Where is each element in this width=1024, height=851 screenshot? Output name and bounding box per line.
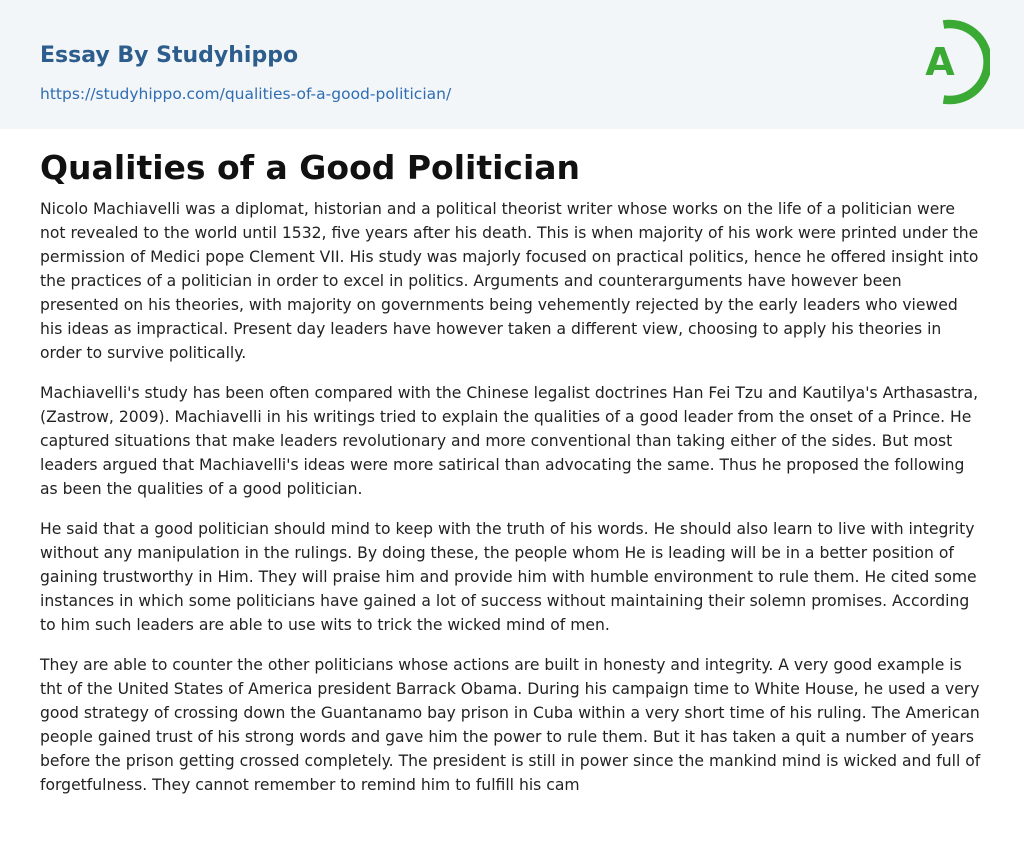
article-paragraph: Machiavelli's study has been often compared with the Chinese legalist doctrines Han Fei Tzu and Kautilya's Arthasastra, (Zastrow, 2009). Machiavelli in his writings tried to explain the qualities of a good leader from the onset of a Prince. He captured situations that make leaders revolutionary and more conventional than taking either of the sides. But most leaders argued that Machiavelli's ideas were more satirical than advocating the same. Thus he proposed the following as been the qualities of a good politician.: [40, 384, 979, 498]
article-paragraph: They are able to counter the other politicians whose actions are built in honesty and integrity. A very good example is tht of the United States of America president Barrack Obama. During his campaign time to White House, he used a very good strategy of crossing down the Guantanamo bay prison in Cuba within a very short time of his ruling. The American people gained trust of his strong words and gave him the power to rule them. But it has taken a quit a number of years before the prison getting crossed completely. The president is still in power since the mankind mind is wicked and full of forgetfulness. They cannot remember to remind him to fulfill his cam: [40, 656, 981, 794]
site-header: [0, 0, 1024, 129]
logo-letter: A: [925, 40, 955, 84]
studyhippo-logo[interactable]: [906, 14, 990, 110]
page-url-link[interactable]: https://studyhippo.com/qualities-of-a-good-politician/: [40, 85, 452, 103]
article: [0, 129, 1024, 797]
site-title: Essay By Studyhippo: [40, 43, 299, 68]
page-title: Qualities of a Good Politician: [40, 148, 581, 187]
article-paragraph: He said that a good politician should mind to keep with the truth of his words. He should also learn to live with integrity without any manipulation in the rulings. By doing these, the people whom He is leading will be in a better position of gaining trustworthy in Him. They will praise him and provide him with humble environment to rule them. He cited some instances in which some politicians have gained a lot of success without maintaining their solemn promises. According to him such leaders are able to use wits to trick the wicked mind of men.: [40, 520, 977, 634]
article-paragraph: Nicolo Machiavelli was a diplomat, historian and a political theorist writer whose works on the life of a politician were not revealed to the world until 1532, five years after his death. This is when majority of his work were printed under the permission of Medici pope Clement VII. His study was majorly focused on practical politics, hence he offered insight into the practices of a politician in order to excel in politics. Arguments and counterarguments have however been presented on his theories, with majority on governments being vehemently rejected by the early leaders who viewed his ideas as impractical. Present day leaders have however taken a different view, choosing to apply his theories in order to survive politically.: [40, 200, 979, 362]
